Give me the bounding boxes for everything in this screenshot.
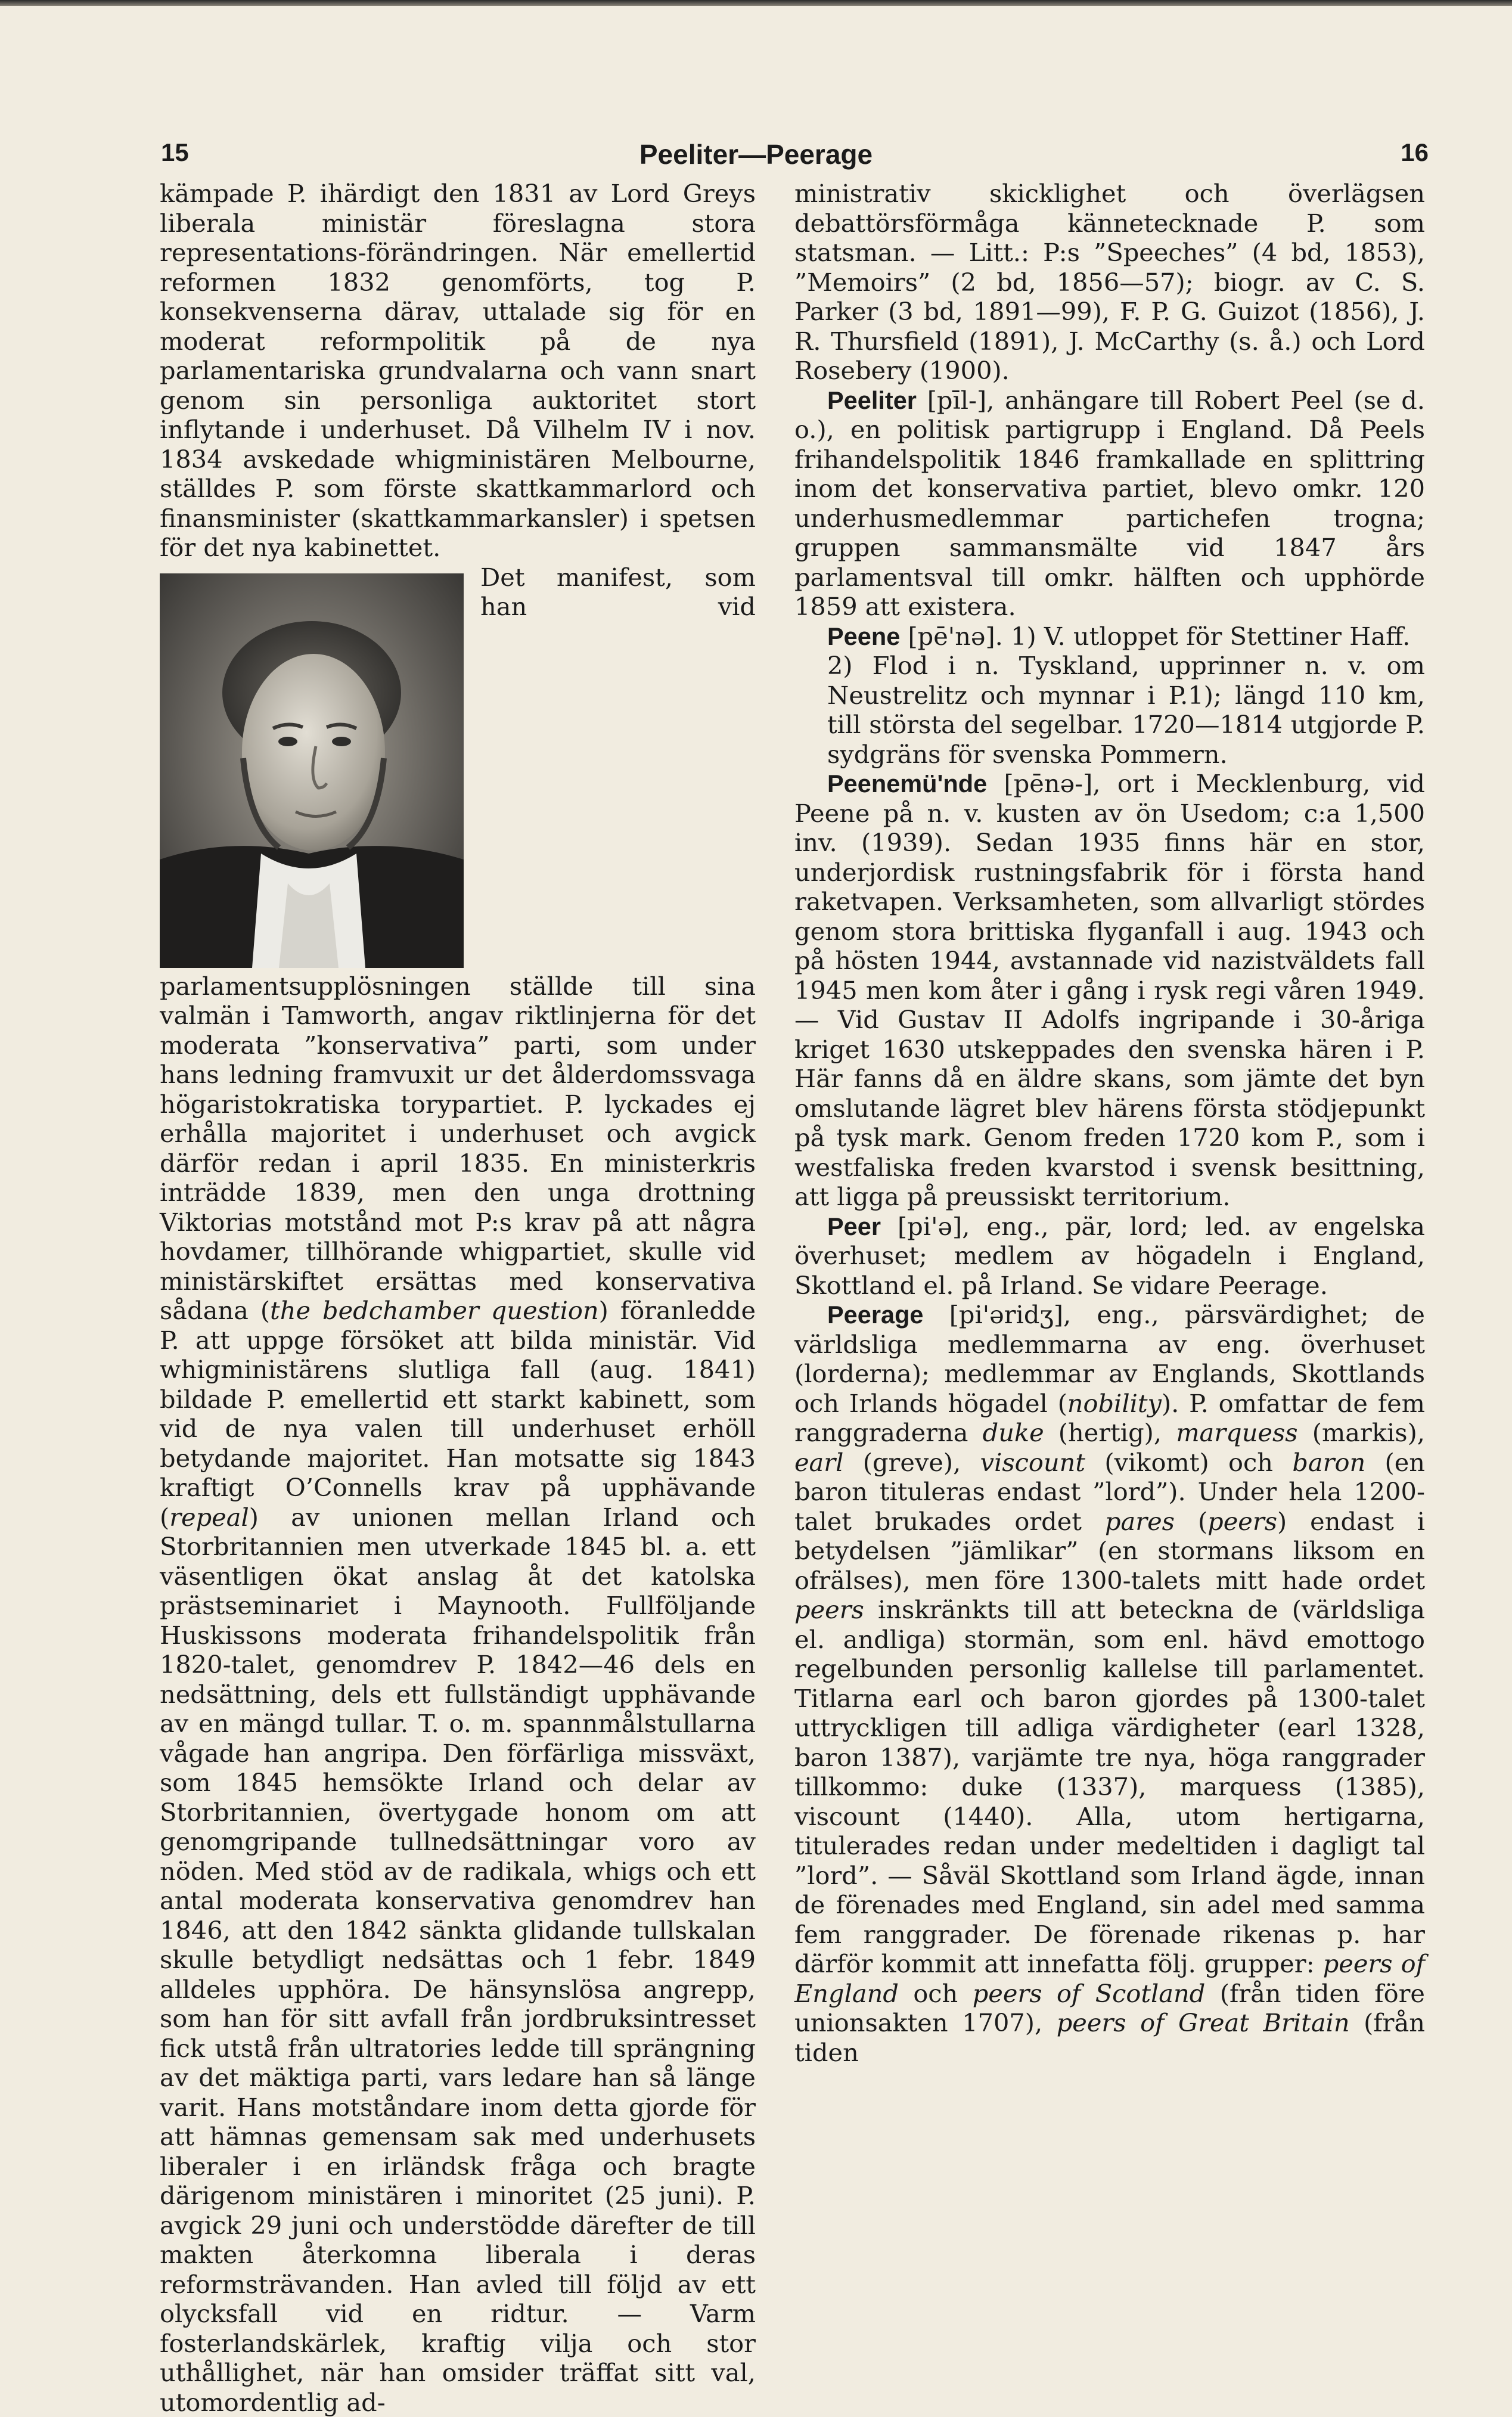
peerage-italic: baron [1292, 1448, 1365, 1477]
page-number-left: 15 [161, 138, 189, 167]
peerage-text: och [899, 1979, 973, 2008]
peel-paragraph-1: kämpade P. ihärdigt den 1831 av Lord Greys liberala ministär föreslagna stora representations-förändringen. När emellertid reformen 1832 genomförts, tog P. konsekvenserna därav, uttalade sig för en moderat reformpolitik på de nya parlamentariska grundvalarna och vann snart genom sin personliga auktoritet stort inflytande i underhuset. Då Vilhelm IV i nov. 1834 avskedade whigministären Melbourne, ställdes P. som förste skattkammarlord och finansminister (skattkammarkansler) i spetsen för det nya kabinettet. [160, 179, 756, 563]
peerage-text: (från tiden [794, 2008, 1425, 2067]
peerage-text: (markis), [1298, 1418, 1425, 1447]
page-number-right: 16 [1401, 138, 1429, 167]
entry-peenemunde [794, 769, 1425, 1212]
portrait-engraving [160, 573, 464, 968]
peerage-italic: viscount [980, 1448, 1085, 1477]
peerage-italic: nobility [1067, 1389, 1162, 1418]
peene-text-1: [pē'nə]. 1) V. utloppet för Stettiner Haff. [900, 622, 1410, 651]
headword-peerage: Peerage [794, 1301, 924, 1329]
peel-text-a: Det manifest, som han vid parlamentsupplösningen ställde till sina valmän i Tamworth, angav riktlinjerna för det moderata ”konservativa” parti, som under hans ledning framvuxit ur det ålderdomssvaga högaristokratiska torypartiet. P. lyckades ej erhålla majoritet i underhuset och avgick därför redan i april 1835. En ministerkris inträdde 1839, men den unga drottning Viktorias motstånd mot P:s krav på att några hovdamer, tillhörande whigpartiet, skulle vid ministärskiftet ersättas med konservativa sådana ( [160, 563, 756, 1326]
peel-italic-repeal: repeal [169, 1503, 249, 1532]
entry-peeliter [794, 386, 1425, 622]
peer-text: [pi'ə], eng., pär, lord; led. av engelska överhuset; medlem av högadeln i England, Skottland el. på Irland. Se vidare Peerage. [794, 1212, 1425, 1300]
peerage-text: (från tiden före unionsakten 1707), [794, 1979, 1425, 2038]
peel-continuation: ministrativ skicklighet och överlägsen debattörsförmåga kännetecknade P. som statsman. — Litt.: P:s ”Speeches” (4 bd, 1853), ”Memoirs” (2 bd, 1856—57); biogr. av C. S. Parker (3 bd, 1891—99), F. P. G. Guizot (1856), J. R. Thursfield (1891), J. McCarthy (s. å.) och Lord Rosebery (1900). [794, 179, 1425, 386]
peerage-text: (en baron tituleras endast ”lord”). Under hela 1200-talet brukades ordet [794, 1448, 1425, 1536]
running-title: Peeliter—Peerage [0, 138, 1512, 170]
peerage-text: ( [1175, 1507, 1207, 1536]
peerage-italic: pares [1105, 1507, 1175, 1536]
peerage-italic: marquess [1176, 1418, 1297, 1447]
headword-peene: Peene [794, 622, 900, 650]
peerage-italic: duke [983, 1418, 1044, 1447]
peene-sense-2 [794, 651, 1425, 769]
peene-text-2: 2) Flod i n. Tyskland, upprinner n. v. om Neustrelitz och mynnar i P.1); längd 110 km, till största del segelbar. 1720—1814 utgjorde P. sydgräns för svenska Pommern. [827, 651, 1425, 769]
portrait-image [160, 573, 464, 968]
entry-peer [794, 1212, 1425, 1301]
peerage-text: ) endast i betydelsen ”jämlikar” (en stormans liksom en ofrälses), men före 1300-talets mitt hade ordet [794, 1507, 1425, 1595]
peeliter-text: [pīl-], anhängare till Robert Peel (se d. o.), en politisk partigrupp i England. Då Peels frihandelspolitik 1846 framkallade en splittring inom det konservativa partiet, blevo omkr. 120 underhusmedlemmar partichefen trogna; gruppen sammansmälte vid 1847 års parlamentsval till omkr. hälften och upphörde 1859 att existera. [794, 386, 1425, 622]
peerage-text: ). P. omfattar de fem ranggraderna [794, 1389, 1425, 1448]
peel-text-c: ) av unionen mellan Irland och Storbritannien men utverkade 1845 bl. a. ett väsentligen ökat anslag åt det katolska prästseminariet i Maynooth. Fullföljande Huskissons moderata frihandelspolitik från 1820-talet, genomdrev P. 1842—46 dels en nedsättning, dels ett fullständigt upphävande av en mängd tullar. T. o. m. spannmålstullarna vågade han angripa. Den förfärliga missväxt, som 1845 hemsökte Irland och delar av Storbritannien, övertygade honom om att genomgripande tullnedsättningar voro av nöden. Med stöd av de radikala, whigs och ett antal moderata konservativa genomdrev han 1846, att den 1842 sänkta glidande tullskalan skulle betydligt nedsättas och 1 febr. 1849 alldeles upphöra. De hänsynslösa angrepp, som han för sitt avfall från jordbruksintresset fick utstå från ultratories ledde till sprängning av det mäktiga parti, vars ledare han så länge varit. Hans motståndare inom detta gjorde för att hämnas gemensam sak med underhusets liberaler i en irländsk fråga och bragte därigenom ministären i minoritet (25 juni). P. avgick 29 juni och understödde därefter de till makten återkomna liberala i deras reformsträvanden. Han avled till följd av ett olycksfall vid en ridtur. — Varm fosterlandskärlek, kraftig vilja och stor uthållighet, när han omsider träffat sitt val, utomordentlig ad- [160, 1503, 756, 2417]
headword-peer: Peer [794, 1212, 881, 1240]
peerage-italic: peers [794, 1595, 864, 1624]
scan-top-edge [0, 0, 1512, 6]
peenemunde-text: [pēnə-], ort i Mecklenburg, vid Peene på n. v. kusten av ön Usedom; c:a 1,500 inv. (1939). Sedan 1935 finns här en stor, underjordisk rustningsfabrik för i första hand raketvapen. Verksamheten, som allvarligt stördes genom stora brittiska flyganfall i aug. 1943 och på hösten 1944, avstannade vid nazistväldets fall 1945 men kom åter i gång i rysk regi våren 1949. — Vid Gustav II Adolfs ingripande i 30-åriga kriget 1630 utskeppades den svenska hären i P. Här fanns då en äldre skans, som jämte det byn omslutande lägret blev härens första stödjepunkt på tysk mark. Genom freden 1720 kom P., som i westfaliska freden kvarstod i svensk besittning, att ligga på preussiskt territorium. [794, 769, 1425, 1211]
peel-text-b: ) föranledde P. att uppge försöket att bilda ministär. Vid whigministärens slutliga fall (aug. 1841) bildade P. emellertid ett starkt kabinett, som vid de nya valen till underhuset erhöll betydande majoritet. Han motsatte sig 1843 kraftigt O’Connells krav på upphävande ( [160, 1296, 756, 1532]
peerage-text: [pi'əridʒ], eng., pärsvärdighet; de världsliga medlemmarna av eng. överhuset (lorderna); medlemmar av Englands, Skottlands och Irlands högadel ( [794, 1300, 1425, 1418]
entry-peerage [794, 1300, 1425, 2067]
peerage-text: inskränkts till att beteckna de (världsliga el. andliga) stormän, som enl. hävd emottogo regelbunden personlig kallelse till parlamentet. Titlarna earl och baron gjordes på 1300-talet uttryckligen till adliga värdigheter (earl 1328, baron 1387), varjämte tre nya, höga ranggrader tillkommo: duke (1337), marquess (1385), viscount (1440). Alla, utom hertigarna, titulerades redan under medeltiden i dagligt tal ”lord”. — Såväl Skottland som Irland ägde, innan de förenades med England, sin adel med samma fem ranggrader. De förenade rikenas p. har därför kommit att innefatta följ. grupper: [794, 1595, 1425, 1978]
peerage-text: (vikomt) och [1085, 1448, 1292, 1477]
peerage-italic: earl [794, 1448, 843, 1477]
peerage-text: (hertig), [1044, 1418, 1176, 1447]
headword-peeliter: Peeliter [794, 386, 917, 414]
peerage-italic: peers of Great Britain [1057, 2008, 1350, 2037]
peerage-italic: peers of England [794, 1949, 1425, 2008]
entry-peene [794, 622, 1425, 651]
left-column [160, 179, 756, 2176]
peel-italic-bedchamber: the bedchamber question [270, 1296, 599, 1325]
right-column [794, 179, 1425, 2176]
peerage-italic: peers [1207, 1507, 1277, 1536]
peerage-italic: peers of Scotland [973, 1979, 1206, 2008]
headword-peenemunde: Peenemü'nde [794, 770, 987, 798]
peerage-text: (greve), [843, 1448, 980, 1477]
